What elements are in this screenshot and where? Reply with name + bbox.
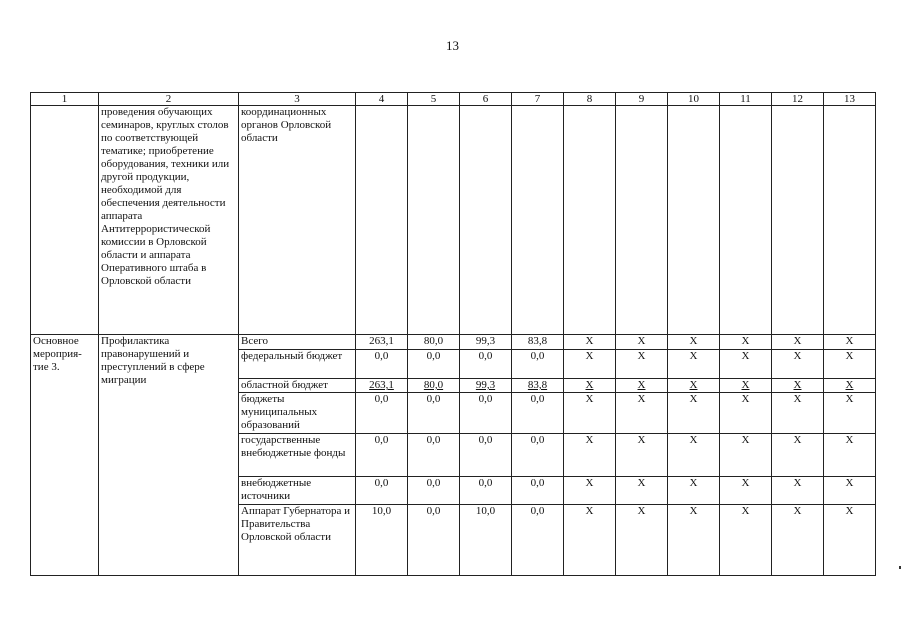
mark-cell: Х [564,477,616,505]
table-cell [772,106,824,335]
mark-cell: Х [616,505,668,576]
funding-source: бюджеты муниципальных образований [239,393,356,434]
mark-cell: Х [616,393,668,434]
amount-cell: 0,0 [408,477,460,505]
mark-cell: Х [668,350,720,379]
mark-cell: Х [772,434,824,477]
mark-cell: Х [616,477,668,505]
column-header: 12 [772,93,824,106]
amount-cell: 80,0 [408,335,460,350]
mark-cell: Х [720,477,772,505]
column-header: 5 [408,93,460,106]
mark-cell: Х [824,505,876,576]
mark-cell: Х [564,335,616,350]
amount-cell: 0,0 [460,434,512,477]
mark-cell: Х [772,505,824,576]
column-header: 10 [668,93,720,106]
table-cell [564,106,616,335]
funding-source: областной бюджет [239,379,356,393]
mark-cell: Х [668,505,720,576]
amount-cell: 0,0 [512,434,564,477]
amount-cell: 83,8 [512,335,564,350]
mark-cell: Х [772,393,824,434]
continuation-row [31,106,876,335]
column-header: 13 [824,93,876,106]
measure-name: Профилактика правонарушений и преступлений в сфере миграции [99,335,239,576]
amount-cell: 0,0 [408,434,460,477]
mark-cell: Х [720,505,772,576]
mark-cell: Х [720,393,772,434]
continuation-description: проведения обучающих семинаров, круглых столов по соответствующей тематике; приобретение оборудования, техники или другой продукции, необходимой для обеспечения деятельности аппарата Антитеррористической комиссии в Орловской области и аппарата Оперативного штаба в Орловской области [99,106,239,335]
amount-cell: 83,8 [512,379,564,393]
mark-cell: Х [564,505,616,576]
mark-cell: Х [720,379,772,393]
amount-cell: 99,3 [460,335,512,350]
column-header: 2 [99,93,239,106]
mark-cell: Х [616,379,668,393]
table-body [31,93,876,576]
amount-cell: 0,0 [408,505,460,576]
amount-cell: 10,0 [460,505,512,576]
amount-cell: 0,0 [512,477,564,505]
mark-cell: Х [772,350,824,379]
amount-cell: 0,0 [408,393,460,434]
amount-cell: 0,0 [460,350,512,379]
mark-cell: Х [772,477,824,505]
table-cell [512,106,564,335]
amount-cell: 80,0 [408,379,460,393]
mark-cell: Х [616,434,668,477]
column-header: 7 [512,93,564,106]
mark-cell: Х [824,393,876,434]
funding-source: федеральный бюджет [239,350,356,379]
column-header: 3 [239,93,356,106]
table-cell [408,106,460,335]
amount-cell: 0,0 [512,505,564,576]
amount-cell: 0,0 [356,434,408,477]
amount-cell: 0,0 [356,477,408,505]
measure-number: Основное мероприя-тие 3. [31,335,99,576]
mark-cell: Х [720,434,772,477]
funding-source: государственные внебюджетные фонды [239,434,356,477]
column-header: 1 [31,93,99,106]
table-cell [460,106,512,335]
budget-table [30,92,876,576]
mark-cell: Х [668,434,720,477]
amount-cell: 0,0 [512,350,564,379]
column-header: 6 [460,93,512,106]
mark-cell: Х [720,335,772,350]
mark-cell: Х [564,434,616,477]
amount-cell: 0,0 [356,393,408,434]
amount-cell: 0,0 [408,350,460,379]
table-cell [668,106,720,335]
page-number: 13 [446,38,459,53]
mark-cell: Х [668,393,720,434]
mark-cell: Х [668,335,720,350]
mark-cell: Х [772,379,824,393]
amount-cell: 99,3 [460,379,512,393]
funding-source: внебюджетные источники [239,477,356,505]
table-cell [31,106,99,335]
amount-cell: 10,0 [356,505,408,576]
mark-cell: Х [564,393,616,434]
funding-source: Аппарат Губернатора и Правительства Орловской области [239,505,356,576]
amount-cell: 263,1 [356,335,408,350]
mark-cell: Х [564,379,616,393]
table-row [31,335,876,350]
amount-cell: 0,0 [460,477,512,505]
mark-cell: Х [564,350,616,379]
column-header: 11 [720,93,772,106]
mark-cell: Х [616,335,668,350]
mark-cell: Х [824,335,876,350]
table-cell [720,106,772,335]
mark-cell: Х [720,350,772,379]
amount-cell: 0,0 [356,350,408,379]
amount-cell: 263,1 [356,379,408,393]
mark-cell: Х [824,350,876,379]
header-row [31,93,876,106]
mark-cell: Х [616,350,668,379]
mark-cell: Х [824,434,876,477]
scan-mark [899,566,901,569]
table-cell [616,106,668,335]
table-cell [356,106,408,335]
amount-cell: 0,0 [460,393,512,434]
table-cell [824,106,876,335]
mark-cell: Х [824,379,876,393]
mark-cell: Х [772,335,824,350]
continuation-executor: координационных органов Орловской области [239,106,356,335]
column-header: 8 [564,93,616,106]
funding-source: Всего [239,335,356,350]
mark-cell: Х [824,477,876,505]
column-header: 4 [356,93,408,106]
mark-cell: Х [668,477,720,505]
column-header: 9 [616,93,668,106]
amount-cell: 0,0 [512,393,564,434]
mark-cell: Х [668,379,720,393]
